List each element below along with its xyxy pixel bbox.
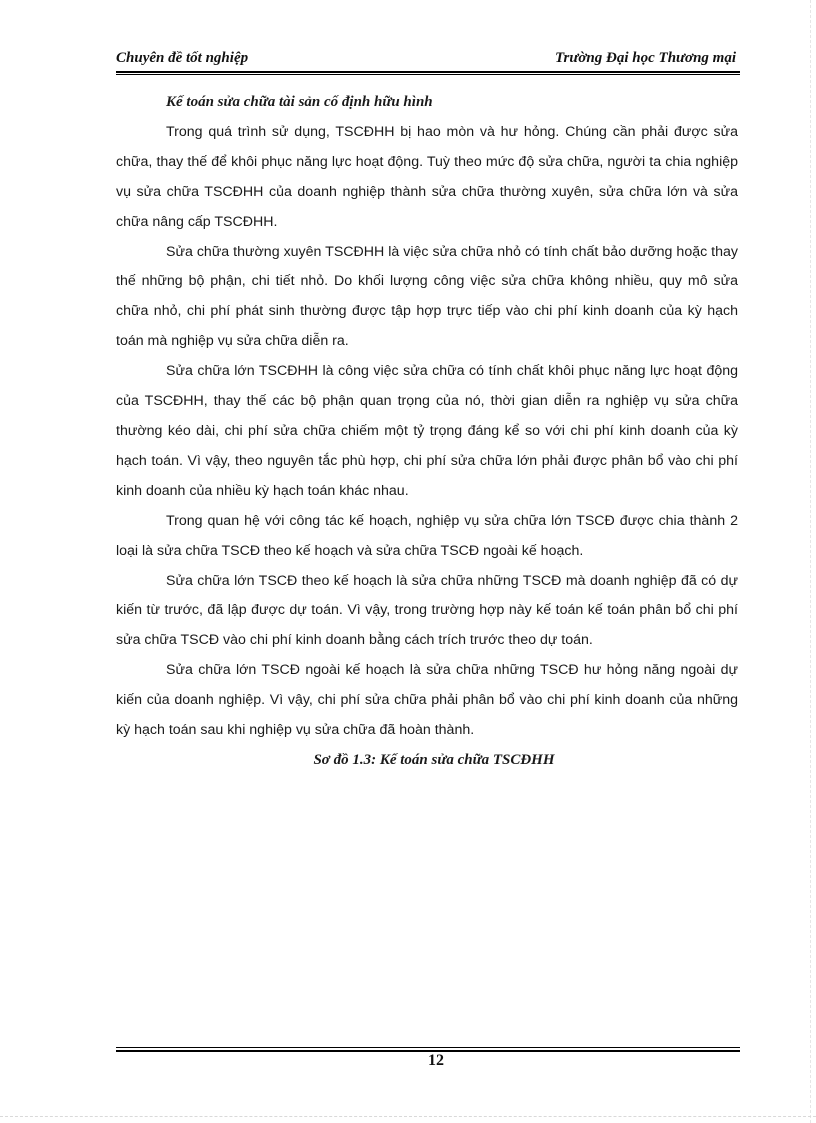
header-rule-thin <box>116 74 740 75</box>
page-header <box>116 50 740 72</box>
page-number: 12 <box>428 1052 444 1069</box>
footer-rule-thin <box>116 1047 740 1048</box>
page-edge-bottom <box>0 1116 816 1117</box>
paragraph-5: Sửa chữa lớn TSCĐ theo kế hoạch là sửa chữa những TSCĐ mà doanh nghiệp đã có dự kiến từ trước, đã lập được dự toán. Vì vậy, trong trường hợp này kế toán kế toán phân bổ chi phí sửa chữa TSCĐ vào chi phí kinh doanh bằng cách trích trước theo dự toán. <box>116 572 738 649</box>
header-university-name: Trường Đại học Thương mại <box>554 50 736 66</box>
paragraph-2: Sửa chữa thường xuyên TSCĐHH là việc sửa chữa nhỏ có tính chất bảo dưỡng hoặc thay thế những bộ phận, chi tiết nhỏ. Do khối lượng công việc sửa chữa không nhiều, quy mô sửa chữa nhỏ, chi phí phát sinh thường được tập hợp trực tiếp vào chi phí kinh doanh của kỳ hạch toán mà nghiệp vụ sửa chữa diễn ra. <box>116 243 738 350</box>
page-edge-right <box>810 0 811 1123</box>
paragraph-6: Sửa chữa lớn TSCĐ ngoài kế hoạch là sửa chữa những TSCĐ hư hỏng năng ngoài dự kiến của doanh nghiệp. Vì vậy, chi phí sửa chữa phải phân bổ vào chi phí kinh doanh của những kỳ hạch toán sau khi nghiệp vụ sửa chữa đã hoàn thành. <box>116 662 738 739</box>
paragraph-3: Sửa chữa lớn TSCĐHH là công việc sửa chữa có tính chất khôi phục năng lực hoạt động của TSCĐHH, thay thế các bộ phận quan trọng của nó, thời gian diễn ra nghiệp vụ sửa chữa thường kéo dài, chi phí sửa chữa chiếm một tỷ trọng đáng kể so với chi phí kinh doanh của kỳ hạch toán. Vì vậy, theo nguyên tắc phù hợp, chi phí sửa chữa lớn phải được phân bổ vào chi phí kinh doanh của nhiều kỳ hạch toán khác nhau. <box>116 363 738 499</box>
header-rule <box>116 71 740 73</box>
paragraph-4: Trong quan hệ với công tác kế hoạch, nghiệp vụ sửa chữa lớn TSCĐ được chia thành 2 loại là sửa chữa TSCĐ theo kế hoạch và sửa chữa TSCĐ ngoài kế hoạch. <box>116 512 738 559</box>
document-body <box>116 88 738 776</box>
header-thesis-label: Chuyên đề tốt nghiệp <box>116 50 249 66</box>
section-title: Kế toán sửa chữa tài sản cố định hữu hình <box>166 94 433 110</box>
diagram-caption: Sơ đồ 1.3: Kế toán sửa chữa TSCĐHH <box>313 751 555 768</box>
paragraph-1: Trong quá trình sử dụng, TSCĐHH bị hao mòn và hư hỏng. Chúng cần phải được sửa chữa, thay thế để khôi phục năng lực hoạt động. Tuỳ theo mức độ sửa chữa, người ta chia nghiệp vụ sửa chữa TSCĐHH của doanh nghiệp thành sửa chữa thường xuyên, sửa chữa lớn và sửa chữa nâng cấp TSCĐHH. <box>116 123 738 230</box>
